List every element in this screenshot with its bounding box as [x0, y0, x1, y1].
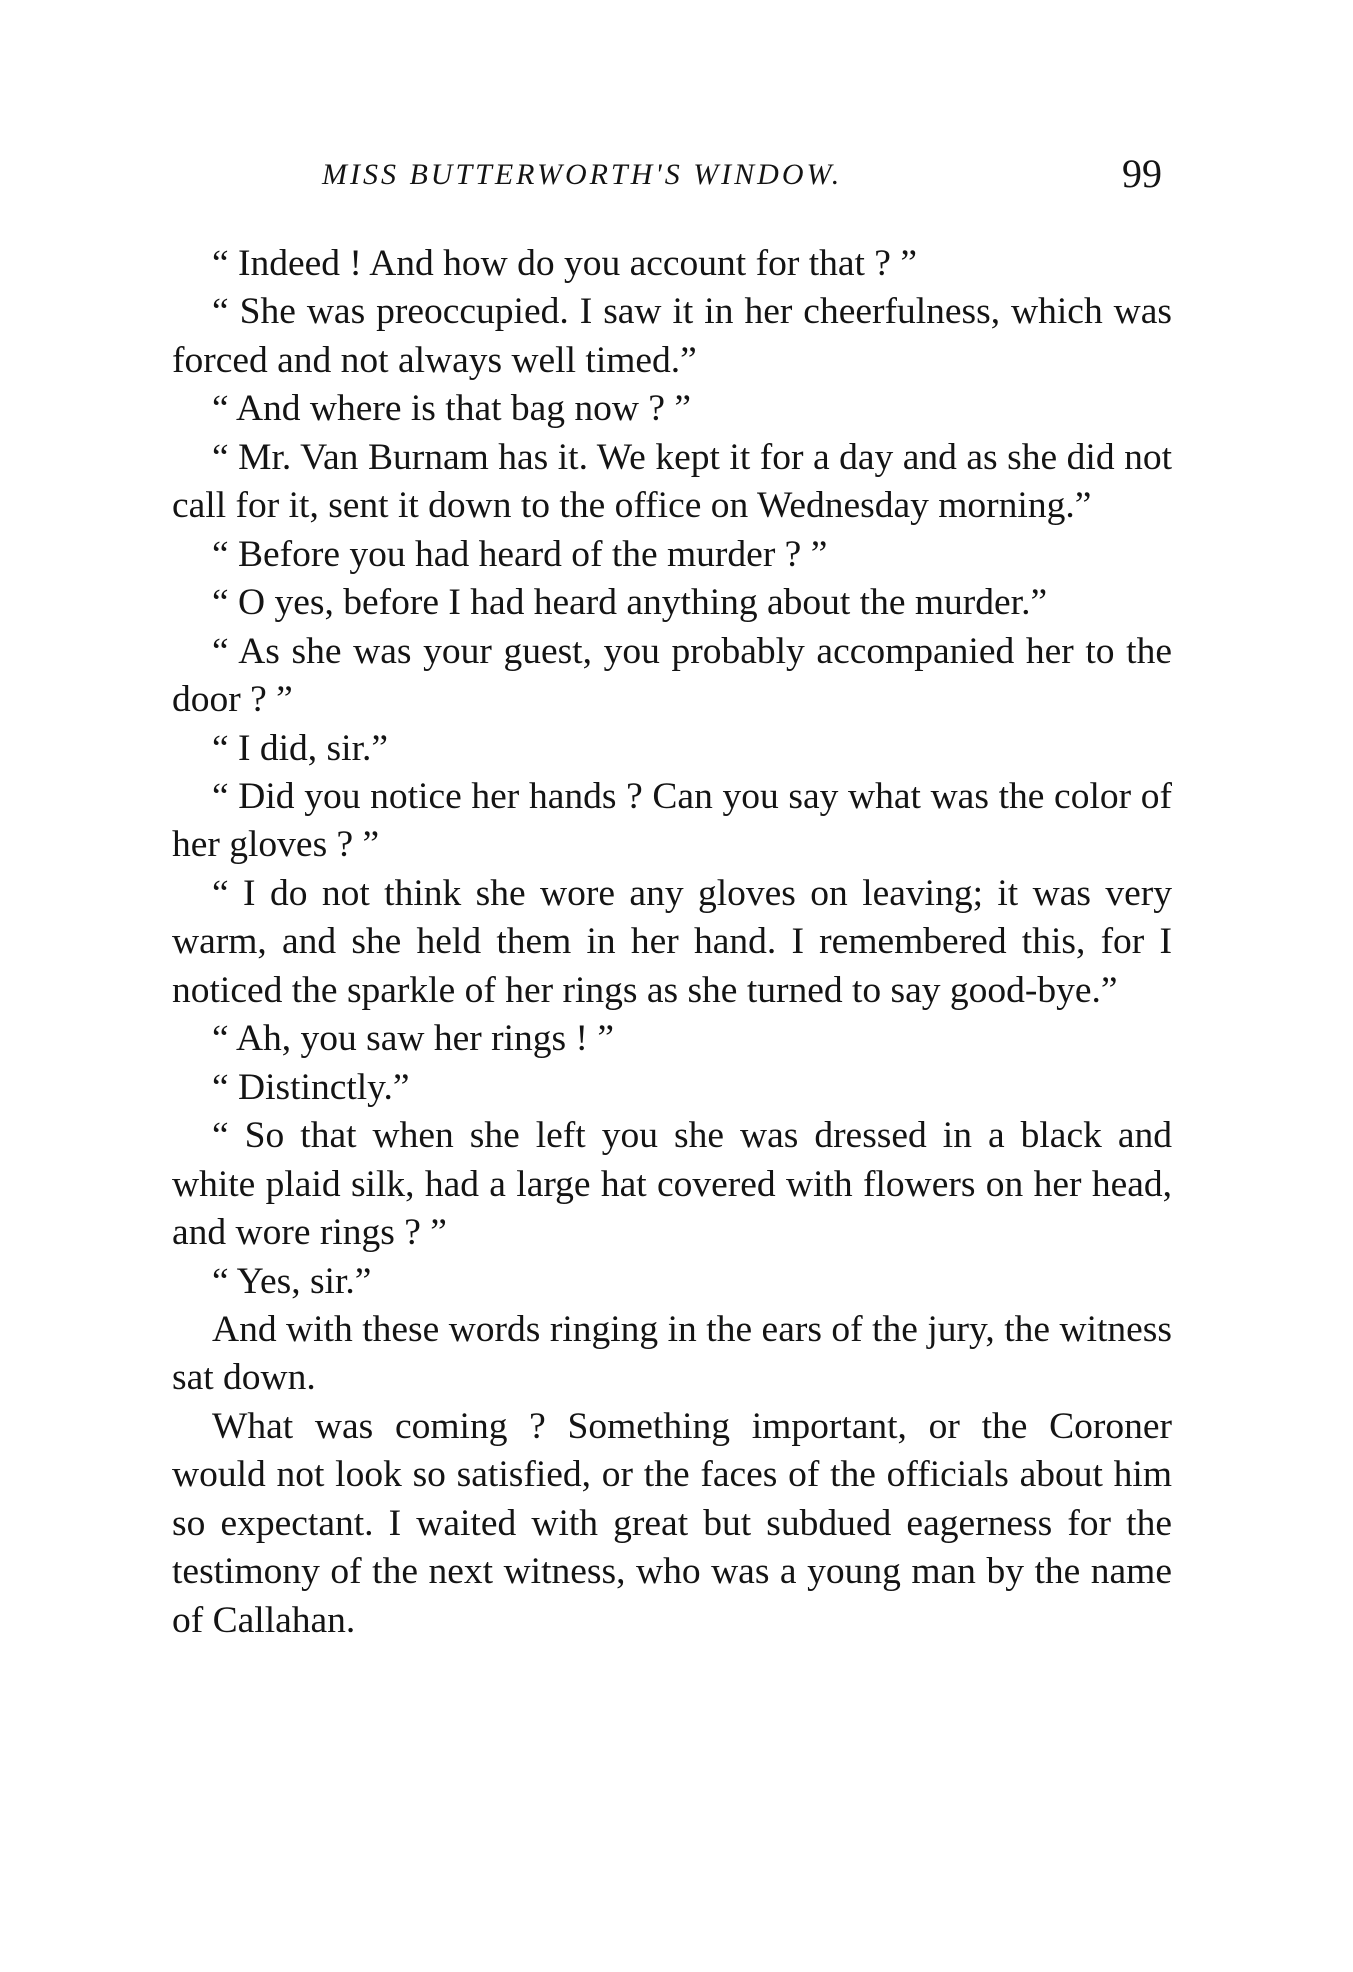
paragraph: “ And where is that bag now ? ”: [212, 388, 692, 430]
paragraph: And with these words ringing in the ears of the jury, the witness sat down.: [172, 1308, 1172, 1399]
paragraph: “ Yes, sir.”: [212, 1260, 372, 1302]
paragraph: What was coming ? Something important, or the Coroner would not look so satisfied, or the faces of the officials about him so expectant. I waited with great but subdued eagerness for the testimony of the next witness, who was a young man by the name of Callahan.: [172, 1405, 1172, 1641]
paragraph: “ Indeed ! And how do you account for that ? ”: [212, 243, 917, 284]
paragraph: “ O yes, before I had heard anything about the murder.”: [212, 582, 1048, 624]
page-header: [172, 150, 1172, 206]
paragraph: “ Did you notice her hands ? Can you say what was the color of her gloves ? ”: [172, 775, 1172, 866]
paragraph: “ So that when she left you she was dressed in a black and white plaid silk, had a large hat covered with flowers on her head, and wore rings ? ”: [172, 1115, 1172, 1254]
paragraph: “ Before you had heard of the murder ? ”: [212, 533, 828, 575]
paragraph: “ Ah, you saw her rings ! ”: [212, 1018, 614, 1060]
paragraph: “ I did, sir.”: [212, 727, 389, 769]
paragraph: “ Distinctly.”: [212, 1066, 410, 1108]
paragraph: “ She was preoccupied. I saw it in her cheerfulness, which was forced and not always well timed.”: [172, 291, 1172, 381]
paragraph: “ I do not think she wore any gloves on leaving; it was very warm, and she held them in her hand. I remembered this, for I noticed the sparkle of her rings as she turned to say good-bye.”: [172, 872, 1172, 1011]
body-text: [172, 240, 1172, 1645]
page-number: 99: [1122, 151, 1162, 196]
paragraph: “ Mr. Van Burnam has it. We kept it for a day and as she did not call for it, sent it down to the office on Wednesday morning.”: [172, 436, 1172, 527]
paragraph: “ As she was your guest, you probably accompanied her to the door ? ”: [172, 630, 1172, 721]
running-title: MISS BUTTERWORTH'S WINDOW.: [322, 158, 843, 191]
